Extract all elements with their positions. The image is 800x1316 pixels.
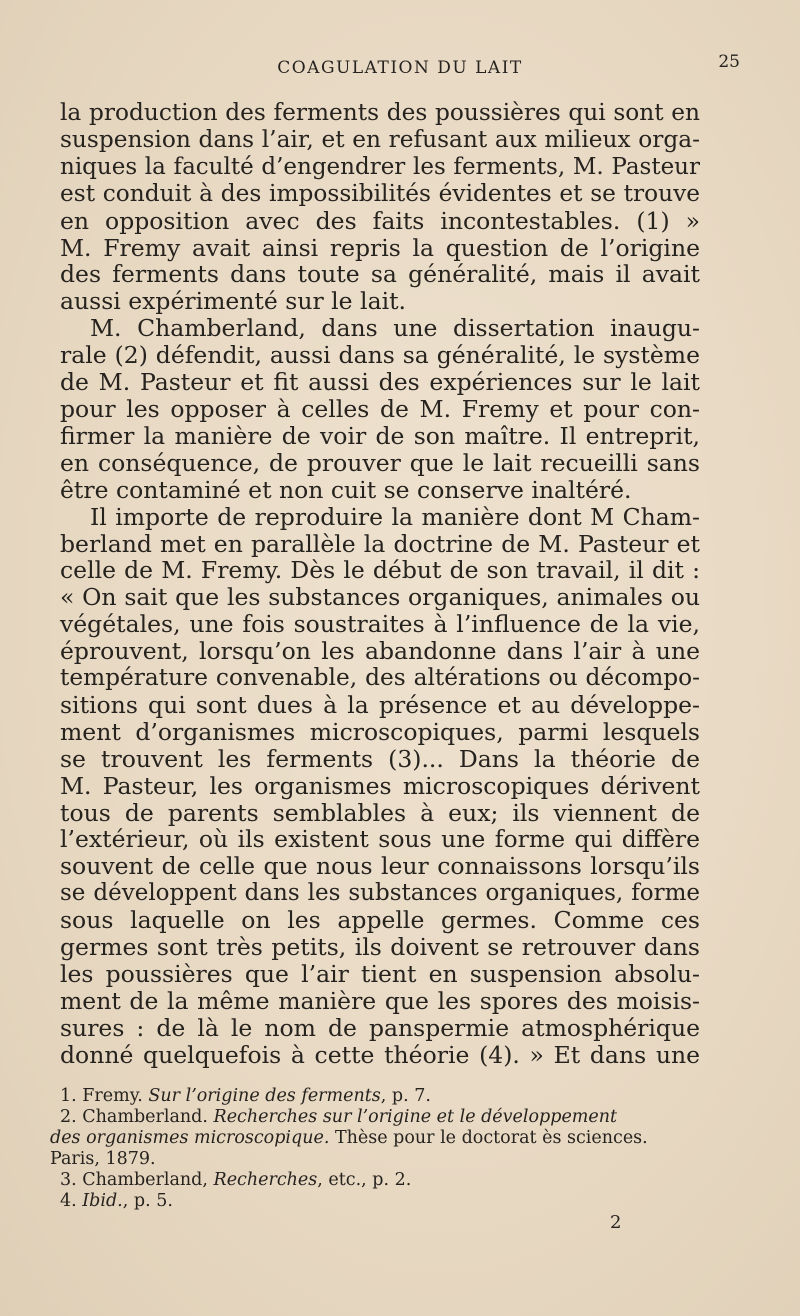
text-line: se trouvent les ferments (3)... Dans la théorie de <box>60 744 700 773</box>
text-line: pour les opposer à celles de M. Fremy et pour con- <box>60 394 700 423</box>
text-line: germes sont très petits, ils doivent se retrouver dans <box>60 933 700 962</box>
text-line: Il importe de reproduire la manière dont M Cham- <box>90 502 700 531</box>
text-line: la production des ferments des poussières qui sont en <box>60 99 700 126</box>
text-line: ment de la même manière que les spores des moisis- <box>60 986 700 1015</box>
footnote-4: 4. Ibid., p. 5. <box>60 1191 173 1211</box>
running-title: COAGULATION DU LAIT <box>277 58 523 78</box>
text-line: température convenable, des altérations ou décompo- <box>60 664 700 692</box>
footnote-1: 1. Fremy. Sur l’origine des ferments, p. 7. <box>60 1086 431 1106</box>
text-line: des ferments dans toute sa généralité, mais il avait <box>60 260 700 289</box>
text-line: est conduit à des impossibilités évidentes et se trouve <box>60 179 700 207</box>
text-line: rale (2) défendit, aussi dans sa généralité, le système <box>60 341 700 370</box>
text-line: firmer la manière de voir de son maître. Il entreprit, <box>60 421 700 450</box>
text-line: souvent de celle que nous leur connaissons lorsqu’ils <box>60 852 700 881</box>
text-line: ment d’organismes microscopiques, parmi lesquels <box>60 717 700 746</box>
signature-mark: 2 <box>610 1212 622 1233</box>
text-line: celle de M. Fremy. Dès le début de son travail, il dit : <box>60 556 700 585</box>
text-line: sitions qui sont dues à la présence et au développe- <box>60 690 700 719</box>
footnotes <box>50 1086 700 1212</box>
text-line: niques la faculté d’engendrer les ferments, M. Pasteur <box>60 153 700 180</box>
text-line: en opposition avec des faits incontestables. (1) » <box>60 206 700 235</box>
running-head <box>60 52 740 88</box>
text-line: berland met en parallèle la doctrine de M. Pasteur et <box>60 529 700 558</box>
text-line: M. Pasteur, les organismes microscopiques dérivent <box>60 771 700 800</box>
text-line: M. Chamberland, dans une dissertation inaugu- <box>90 314 700 343</box>
text-line: donné quelquefois à cette théorie (4). » Et dans une <box>60 1040 700 1069</box>
text-line: tous de parents semblables à eux; ils viennent de <box>60 798 700 827</box>
text-line: éprouvent, lorsqu’on les abandonne dans l’air à une <box>60 637 700 666</box>
text-line: sures : de là le nom de panspermie atmosphérique <box>60 1013 700 1042</box>
text-line: l’extérieur, où ils existent sous une forme qui diffère <box>60 825 700 854</box>
text-line: végétales, une fois soustraites à l’influence de la vie, <box>60 610 700 639</box>
text-line: suspension dans l’air, et en refusant aux milieux orga- <box>60 125 700 153</box>
text-line: aussi expérimenté sur le lait. <box>60 287 407 316</box>
text-line: en conséquence, de prouver que le lait recueilli sans <box>60 448 700 477</box>
text-line: sous laquelle on les appelle germes. Comme ces <box>60 906 700 935</box>
page-number: 25 <box>718 52 740 72</box>
footnote-3: 3. Chamberland, Recherches, etc., p. 2. <box>60 1170 412 1190</box>
footnote-2-continued: des organismes microscopique. Thèse pour le doctorat ès sciences. <box>50 1128 648 1148</box>
footnote-2-continued: Paris, 1879. <box>50 1149 156 1169</box>
body-text <box>60 100 700 1069</box>
footnote-2: 2. Chamberland. Recherches sur l’origine et le développement <box>60 1107 618 1127</box>
text-line: M. Fremy avait ainsi repris la question de l’origine <box>60 233 700 262</box>
text-line: les poussières que l’air tient en suspension absolu- <box>60 960 700 988</box>
text-line: de M. Pasteur et fit aussi des expériences sur le lait <box>60 368 700 397</box>
text-line: « On sait que les substances organiques, animales ou <box>60 583 700 612</box>
text-line: être contaminé et non cuit se conserve inaltéré. <box>60 475 632 504</box>
text-line: se développent dans les substances organiques, forme <box>60 880 700 907</box>
